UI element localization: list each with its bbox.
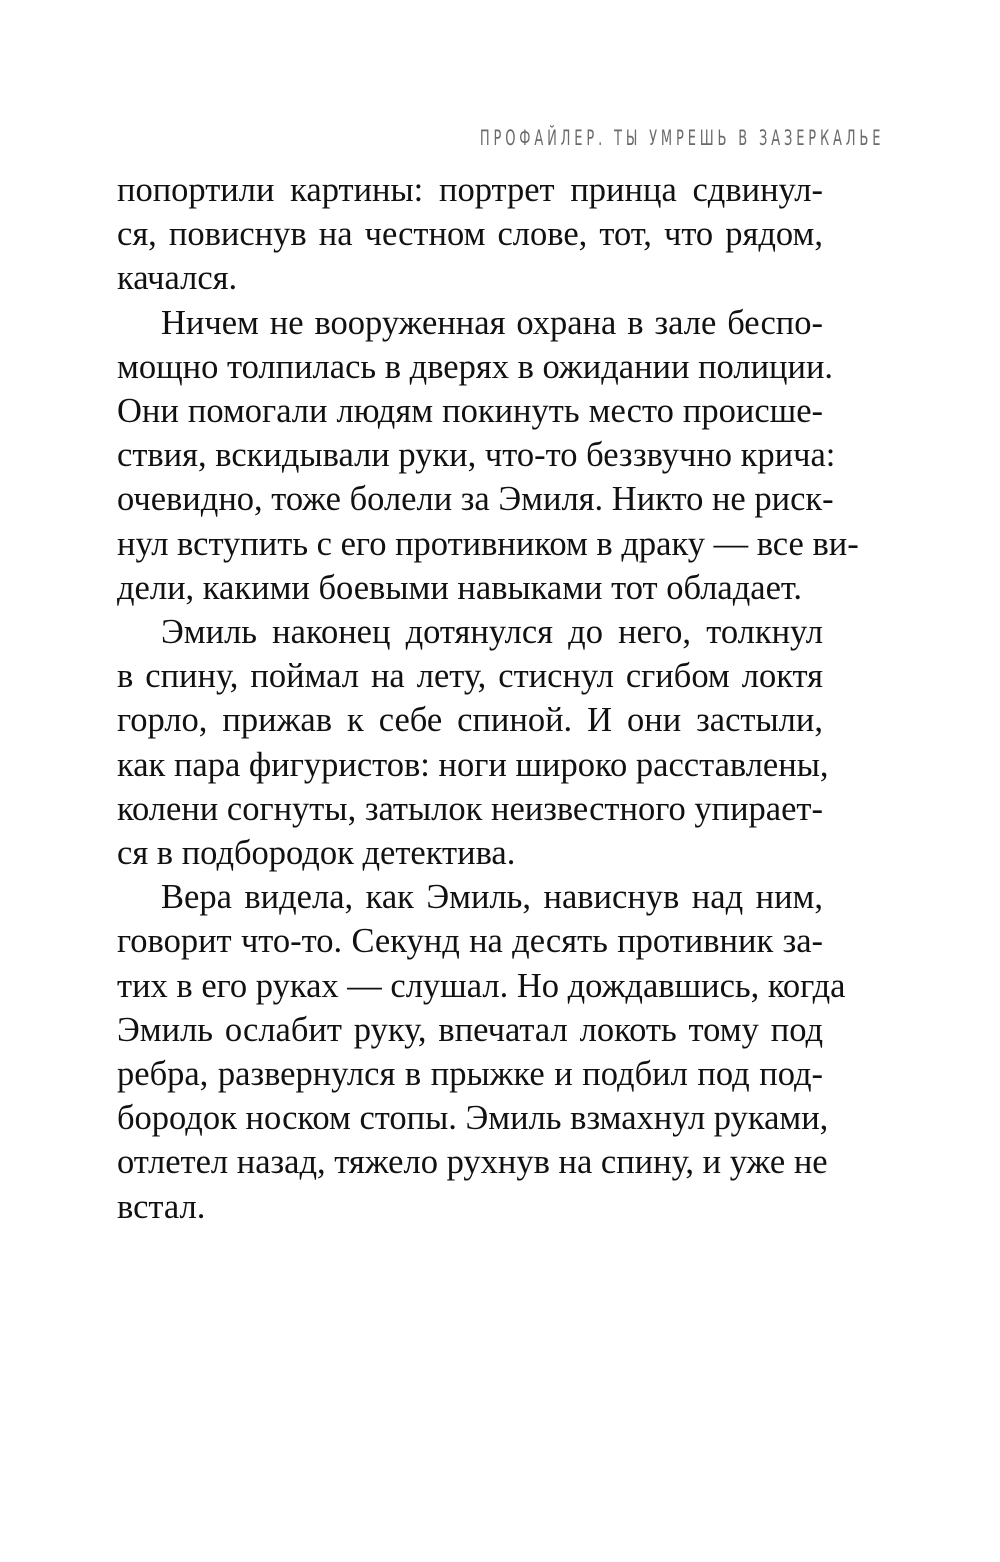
text-line: ся в подбородок детектива. xyxy=(117,834,516,873)
text-line: нул вступить с его противником в драку — все ви- xyxy=(117,524,859,563)
text-line: отлетел назад, тяжело рухнув на спину, и уже не xyxy=(117,1143,828,1182)
text-line: качался. xyxy=(117,259,238,298)
text-line: горло, прижав к себе спиной. И они застыли, xyxy=(117,701,823,740)
text-line: тих в его руках — слушал. Но дождавшись, когда xyxy=(117,966,846,1005)
running-header: ПРОФАЙЛЕР. ТЫ УМРЕШЬ В ЗАЗЕРКАЛЬЕ xyxy=(479,126,884,150)
text-line: говорит что-то. Секунд на десять противник за- xyxy=(117,922,823,961)
text-line: как пара фигуристов: ноги широко расставлены, xyxy=(117,745,829,784)
text-line: Вера видела, как Эмиль, нависнув над ним, xyxy=(161,878,823,917)
text-line: Эмиль наконец дотянулся до него, толкнул xyxy=(161,613,823,652)
text-line: Ничем не вооруженная охрана в зале беспо- xyxy=(161,303,823,342)
text-line: ребра, развернулся в прыжке и подбил под под- xyxy=(117,1055,823,1094)
text-line: Эмиль ослабит руку, впечатал локоть тому под xyxy=(117,1010,823,1049)
text-line: очевидно, тоже болели за Эмиля. Никто не риск- xyxy=(117,480,834,519)
text-line: встал. xyxy=(117,1187,206,1226)
text-line: мощно толпилась в дверях в ожидании полиции. xyxy=(117,347,834,386)
text-line: дели, какими боевыми навыками тот обладает. xyxy=(117,568,803,607)
text-line: попортили картины: портрет принца сдвинул- xyxy=(117,171,823,209)
text-line: ствия, вскидывали руки, что-то беззвучно крича: xyxy=(117,436,836,475)
page-body xyxy=(117,168,859,1229)
text-line: бородок носком стопы. Эмиль взмахнул руками, xyxy=(117,1099,829,1138)
text-line: Они помогали людям покинуть место происше- xyxy=(117,392,823,431)
text-line: ся, повиснув на честном слове, тот, что рядом, xyxy=(117,215,823,254)
text-line: в спину, поймал на лету, стиснул сгибом локтя xyxy=(117,657,823,696)
text-line: колени согнуты, затылок неизвестного упирает- xyxy=(117,789,823,828)
